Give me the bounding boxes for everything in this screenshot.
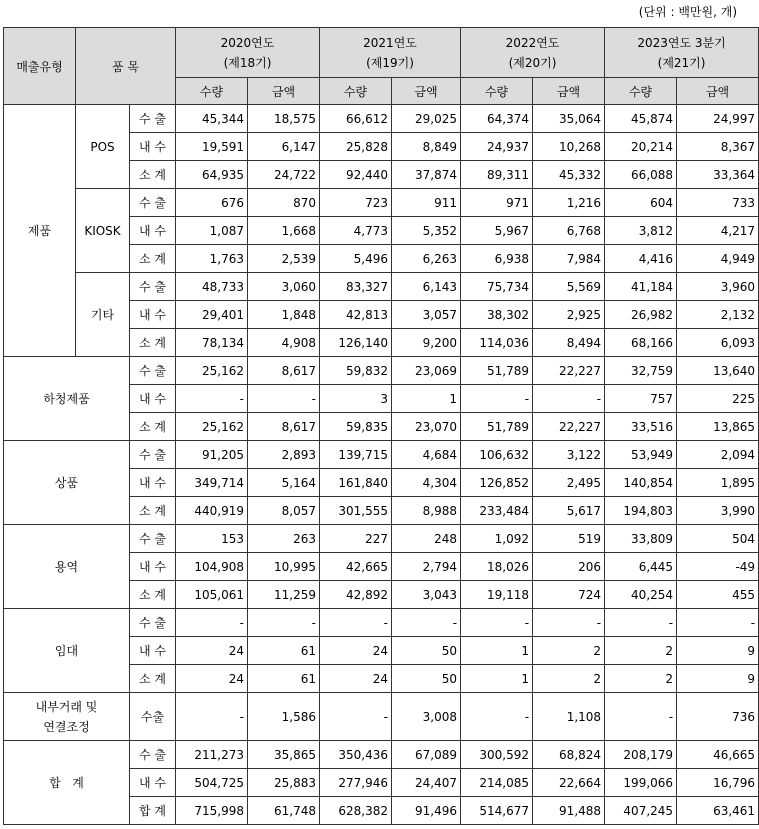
amount-cell: 5,352 xyxy=(392,217,461,245)
amount-cell: 24,407 xyxy=(392,769,461,797)
amount-cell: 724 xyxy=(533,581,605,609)
amount-cell: 1,848 xyxy=(248,301,320,329)
qty-cell: 1 xyxy=(461,665,533,693)
qty-cell: 5,967 xyxy=(461,217,533,245)
qty-cell: 24 xyxy=(176,637,248,665)
amount-cell: 35,865 xyxy=(248,741,320,769)
sales-type-cell: 상품 xyxy=(4,441,130,525)
qty-cell: - xyxy=(461,609,533,637)
amount-cell: 50 xyxy=(392,637,461,665)
qty-cell: 24 xyxy=(320,637,392,665)
amount-cell: 11,259 xyxy=(248,581,320,609)
qty-cell: 48,733 xyxy=(176,273,248,301)
amount-cell: 3,043 xyxy=(392,581,461,609)
sub-category-cell: 소 계 xyxy=(130,329,176,357)
qty-cell: 89,311 xyxy=(461,161,533,189)
qty-cell: 40,254 xyxy=(605,581,677,609)
qty-cell: 32,759 xyxy=(605,357,677,385)
qty-cell: 105,061 xyxy=(176,581,248,609)
amount-cell: 10,995 xyxy=(248,553,320,581)
amount-cell: 911 xyxy=(392,189,461,217)
qty-cell: - xyxy=(176,693,248,741)
qty-cell: 25,162 xyxy=(176,413,248,441)
qty-cell: 29,401 xyxy=(176,301,248,329)
amount-cell: 6,768 xyxy=(533,217,605,245)
sub-category-cell: 수 출 xyxy=(130,273,176,301)
qty-cell: - xyxy=(176,385,248,413)
qty-cell: 24 xyxy=(320,665,392,693)
qty-cell: 18,026 xyxy=(461,553,533,581)
qty-cell: - xyxy=(320,693,392,741)
amount-cell: 263 xyxy=(248,525,320,553)
qty-cell: 971 xyxy=(461,189,533,217)
header-item: 품 목 xyxy=(76,28,176,105)
amount-cell: 2,495 xyxy=(533,469,605,497)
qty-cell: 208,179 xyxy=(605,741,677,769)
amount-cell: 8,367 xyxy=(677,133,759,161)
product-item-cell: POS xyxy=(76,105,130,189)
qty-cell: 211,273 xyxy=(176,741,248,769)
amount-cell: 4,217 xyxy=(677,217,759,245)
qty-cell: 78,134 xyxy=(176,329,248,357)
amount-cell: 6,143 xyxy=(392,273,461,301)
qty-cell: 2 xyxy=(605,637,677,665)
qty-cell: 407,245 xyxy=(605,797,677,825)
sales-type-cell: 용역 xyxy=(4,525,130,609)
amount-cell: 736 xyxy=(677,693,759,741)
sub-category-cell: 소 계 xyxy=(130,665,176,693)
table-row xyxy=(4,441,759,469)
amount-cell: 91,488 xyxy=(533,797,605,825)
amount-cell: 9,200 xyxy=(392,329,461,357)
qty-cell: 227 xyxy=(320,525,392,553)
amount-cell: 23,069 xyxy=(392,357,461,385)
qty-cell: 604 xyxy=(605,189,677,217)
header-amt: 금액 xyxy=(248,78,320,105)
header-amt: 금액 xyxy=(392,78,461,105)
qty-cell: 300,592 xyxy=(461,741,533,769)
qty-cell: 5,496 xyxy=(320,245,392,273)
amount-cell: 24,997 xyxy=(677,105,759,133)
table-row xyxy=(4,609,759,637)
sales-table xyxy=(3,27,759,825)
product-item-cell: KIOSK xyxy=(76,189,130,273)
qty-cell: 6,445 xyxy=(605,553,677,581)
table-row xyxy=(4,189,759,217)
amount-cell: 8,988 xyxy=(392,497,461,525)
amount-cell: 46,665 xyxy=(677,741,759,769)
qty-cell: 106,632 xyxy=(461,441,533,469)
qty-cell: 440,919 xyxy=(176,497,248,525)
amount-cell: - xyxy=(533,609,605,637)
amount-cell: 16,796 xyxy=(677,769,759,797)
qty-cell: 514,677 xyxy=(461,797,533,825)
table-row xyxy=(4,693,759,741)
qty-cell: 24,937 xyxy=(461,133,533,161)
amount-cell: 24,722 xyxy=(248,161,320,189)
qty-cell: 350,436 xyxy=(320,741,392,769)
amount-cell: 10,268 xyxy=(533,133,605,161)
qty-cell: 153 xyxy=(176,525,248,553)
amount-cell: 68,824 xyxy=(533,741,605,769)
qty-cell: 126,852 xyxy=(461,469,533,497)
amount-cell: 5,617 xyxy=(533,497,605,525)
table-row xyxy=(4,357,759,385)
sales-type-cell: 내부거래 및 연결조정 xyxy=(4,693,130,741)
qty-cell: 53,949 xyxy=(605,441,677,469)
table-row xyxy=(4,273,759,301)
header-year: 2021연도 (제19기) xyxy=(320,28,461,78)
amount-cell: 6,147 xyxy=(248,133,320,161)
amount-cell: 45,332 xyxy=(533,161,605,189)
amount-cell: 4,949 xyxy=(677,245,759,273)
sub-category-cell: 내 수 xyxy=(130,469,176,497)
amount-cell: 455 xyxy=(677,581,759,609)
qty-cell: 38,302 xyxy=(461,301,533,329)
amount-cell: 5,569 xyxy=(533,273,605,301)
header-year: 2020연도 (제18기) xyxy=(176,28,320,78)
qty-cell: 33,809 xyxy=(605,525,677,553)
amount-cell: 61,748 xyxy=(248,797,320,825)
amount-cell: 67,089 xyxy=(392,741,461,769)
header-qty: 수량 xyxy=(461,78,533,105)
header-qty: 수량 xyxy=(605,78,677,105)
qty-cell: - xyxy=(461,385,533,413)
amount-cell: 4,684 xyxy=(392,441,461,469)
sub-category-cell: 내 수 xyxy=(130,133,176,161)
qty-cell: 1,763 xyxy=(176,245,248,273)
qty-cell: 83,327 xyxy=(320,273,392,301)
qty-cell: - xyxy=(461,693,533,741)
qty-cell: - xyxy=(320,609,392,637)
sub-category-cell: 소 계 xyxy=(130,161,176,189)
qty-cell: 3 xyxy=(320,385,392,413)
total-label-cell: 합 계 xyxy=(4,741,130,825)
amount-cell: 2,094 xyxy=(677,441,759,469)
table-row xyxy=(4,525,759,553)
sub-category-cell: 내 수 xyxy=(130,385,176,413)
header-amt: 금액 xyxy=(533,78,605,105)
sub-category-cell: 수 출 xyxy=(130,105,176,133)
unit-note: (단위 : 백만원, 개) xyxy=(638,5,737,19)
qty-cell: 26,982 xyxy=(605,301,677,329)
amount-cell: 6,093 xyxy=(677,329,759,357)
amount-cell: 206 xyxy=(533,553,605,581)
amount-cell: 5,164 xyxy=(248,469,320,497)
qty-cell: 676 xyxy=(176,189,248,217)
amount-cell: 2,132 xyxy=(677,301,759,329)
sub-category-cell: 내 수 xyxy=(130,301,176,329)
amount-cell: - xyxy=(248,609,320,637)
amount-cell: 2,893 xyxy=(248,441,320,469)
qty-cell: 199,066 xyxy=(605,769,677,797)
table-header xyxy=(4,28,759,105)
amount-cell: 3,122 xyxy=(533,441,605,469)
header-type: 매출유형 xyxy=(4,28,76,105)
qty-cell: 1,087 xyxy=(176,217,248,245)
header-year: 2023연도 3분기 (제21기) xyxy=(605,28,759,78)
amount-cell: 7,984 xyxy=(533,245,605,273)
qty-cell: 233,484 xyxy=(461,497,533,525)
qty-cell: 45,344 xyxy=(176,105,248,133)
amount-cell: 8,849 xyxy=(392,133,461,161)
qty-cell: 114,036 xyxy=(461,329,533,357)
sub-category-cell: 수 출 xyxy=(130,357,176,385)
amount-cell: 22,227 xyxy=(533,413,605,441)
amount-cell: 3,008 xyxy=(392,693,461,741)
qty-cell: 4,773 xyxy=(320,217,392,245)
qty-cell: 1,092 xyxy=(461,525,533,553)
amount-cell: 1 xyxy=(392,385,461,413)
qty-cell: 25,162 xyxy=(176,357,248,385)
amount-cell: 13,865 xyxy=(677,413,759,441)
amount-cell: 2 xyxy=(533,637,605,665)
qty-cell: - xyxy=(605,609,677,637)
qty-cell: 59,835 xyxy=(320,413,392,441)
sub-category-cell: 수 출 xyxy=(130,525,176,553)
amount-cell: 8,617 xyxy=(248,413,320,441)
amount-cell: 3,960 xyxy=(677,273,759,301)
amount-cell: 870 xyxy=(248,189,320,217)
qty-cell: 68,166 xyxy=(605,329,677,357)
amount-cell: 733 xyxy=(677,189,759,217)
sub-category-cell: 소 계 xyxy=(130,581,176,609)
sub-category-cell: 내 수 xyxy=(130,217,176,245)
amount-cell: 225 xyxy=(677,385,759,413)
amount-cell: 1,895 xyxy=(677,469,759,497)
qty-cell: 42,665 xyxy=(320,553,392,581)
qty-cell: 161,840 xyxy=(320,469,392,497)
qty-cell: 20,214 xyxy=(605,133,677,161)
amount-cell: - xyxy=(248,385,320,413)
amount-cell: 25,883 xyxy=(248,769,320,797)
sales-type-cell: 제품 xyxy=(4,105,76,357)
table-row xyxy=(4,741,759,769)
header-qty: 수량 xyxy=(176,78,248,105)
amount-cell: 35,064 xyxy=(533,105,605,133)
amount-cell: - xyxy=(533,385,605,413)
amount-cell: 1,216 xyxy=(533,189,605,217)
amount-cell: 2 xyxy=(533,665,605,693)
qty-cell: 19,118 xyxy=(461,581,533,609)
qty-cell: 41,184 xyxy=(605,273,677,301)
qty-cell: 59,832 xyxy=(320,357,392,385)
amount-cell: 4,908 xyxy=(248,329,320,357)
amount-cell: 1,586 xyxy=(248,693,320,741)
amount-cell: 23,070 xyxy=(392,413,461,441)
qty-cell: 140,854 xyxy=(605,469,677,497)
qty-cell: 42,892 xyxy=(320,581,392,609)
sub-category-cell: 수 출 xyxy=(130,189,176,217)
qty-cell: 301,555 xyxy=(320,497,392,525)
amount-cell: 8,057 xyxy=(248,497,320,525)
qty-cell: 33,516 xyxy=(605,413,677,441)
amount-cell: 2,539 xyxy=(248,245,320,273)
qty-cell: 42,813 xyxy=(320,301,392,329)
amount-cell: -49 xyxy=(677,553,759,581)
qty-cell: 51,789 xyxy=(461,413,533,441)
qty-cell: 104,908 xyxy=(176,553,248,581)
qty-cell: 66,088 xyxy=(605,161,677,189)
amount-cell: 9 xyxy=(677,665,759,693)
qty-cell: 24 xyxy=(176,665,248,693)
amount-cell: 22,664 xyxy=(533,769,605,797)
qty-cell: 19,591 xyxy=(176,133,248,161)
amount-cell: 91,496 xyxy=(392,797,461,825)
table-row xyxy=(4,105,759,133)
amount-cell: - xyxy=(677,609,759,637)
amount-cell: 504 xyxy=(677,525,759,553)
sub-category-cell: 수 출 xyxy=(130,441,176,469)
qty-cell: 64,935 xyxy=(176,161,248,189)
qty-cell: 64,374 xyxy=(461,105,533,133)
amount-cell: 519 xyxy=(533,525,605,553)
table-body xyxy=(4,105,759,825)
qty-cell: 277,946 xyxy=(320,769,392,797)
sub-category-cell: 내 수 xyxy=(130,637,176,665)
qty-cell: 194,803 xyxy=(605,497,677,525)
amount-cell: - xyxy=(392,609,461,637)
header-amt: 금액 xyxy=(677,78,759,105)
qty-cell: 45,874 xyxy=(605,105,677,133)
amount-cell: 9 xyxy=(677,637,759,665)
qty-cell: 25,828 xyxy=(320,133,392,161)
amount-cell: 37,874 xyxy=(392,161,461,189)
amount-cell: 18,575 xyxy=(248,105,320,133)
sub-category-cell: 소 계 xyxy=(130,245,176,273)
amount-cell: 3,057 xyxy=(392,301,461,329)
amount-cell: 3,990 xyxy=(677,497,759,525)
qty-cell: 723 xyxy=(320,189,392,217)
qty-cell: - xyxy=(605,693,677,741)
sales-type-cell: 하청제품 xyxy=(4,357,130,441)
product-item-cell: 기타 xyxy=(76,273,130,357)
amount-cell: 2,925 xyxy=(533,301,605,329)
qty-cell: 4,416 xyxy=(605,245,677,273)
qty-cell: 628,382 xyxy=(320,797,392,825)
qty-cell: 6,938 xyxy=(461,245,533,273)
amount-cell: 6,263 xyxy=(392,245,461,273)
header-qty: 수량 xyxy=(320,78,392,105)
amount-cell: 63,461 xyxy=(677,797,759,825)
amount-cell: 61 xyxy=(248,637,320,665)
amount-cell: 1,668 xyxy=(248,217,320,245)
qty-cell: 2 xyxy=(605,665,677,693)
amount-cell: 50 xyxy=(392,665,461,693)
amount-cell: 8,617 xyxy=(248,357,320,385)
sub-category-cell: 수 출 xyxy=(130,609,176,637)
qty-cell: 715,998 xyxy=(176,797,248,825)
qty-cell: 504,725 xyxy=(176,769,248,797)
sub-category-cell: 소 계 xyxy=(130,413,176,441)
sub-category-cell: 내 수 xyxy=(130,769,176,797)
qty-cell: 214,085 xyxy=(461,769,533,797)
amount-cell: 2,794 xyxy=(392,553,461,581)
qty-cell: - xyxy=(176,609,248,637)
qty-cell: 757 xyxy=(605,385,677,413)
amount-cell: 13,640 xyxy=(677,357,759,385)
qty-cell: 51,789 xyxy=(461,357,533,385)
amount-cell: 29,025 xyxy=(392,105,461,133)
qty-cell: 91,205 xyxy=(176,441,248,469)
amount-cell: 8,494 xyxy=(533,329,605,357)
header-year: 2022연도 (제20기) xyxy=(461,28,605,78)
sales-type-cell: 임대 xyxy=(4,609,130,693)
amount-cell: 4,304 xyxy=(392,469,461,497)
qty-cell: 349,714 xyxy=(176,469,248,497)
qty-cell: 139,715 xyxy=(320,441,392,469)
sub-category-cell: 소 계 xyxy=(130,497,176,525)
sub-category-cell: 수 출 xyxy=(130,741,176,769)
amount-cell: 3,060 xyxy=(248,273,320,301)
qty-cell: 75,734 xyxy=(461,273,533,301)
amount-cell: 1,108 xyxy=(533,693,605,741)
amount-cell: 61 xyxy=(248,665,320,693)
sub-category-cell: 합 계 xyxy=(130,797,176,825)
qty-cell: 92,440 xyxy=(320,161,392,189)
qty-cell: 66,612 xyxy=(320,105,392,133)
amount-cell: 22,227 xyxy=(533,357,605,385)
qty-cell: 1 xyxy=(461,637,533,665)
qty-cell: 3,812 xyxy=(605,217,677,245)
qty-cell: 126,140 xyxy=(320,329,392,357)
sub-category-cell: 내 수 xyxy=(130,553,176,581)
amount-cell: 33,364 xyxy=(677,161,759,189)
amount-cell: 248 xyxy=(392,525,461,553)
sub-category-cell: 수출 xyxy=(130,693,176,741)
